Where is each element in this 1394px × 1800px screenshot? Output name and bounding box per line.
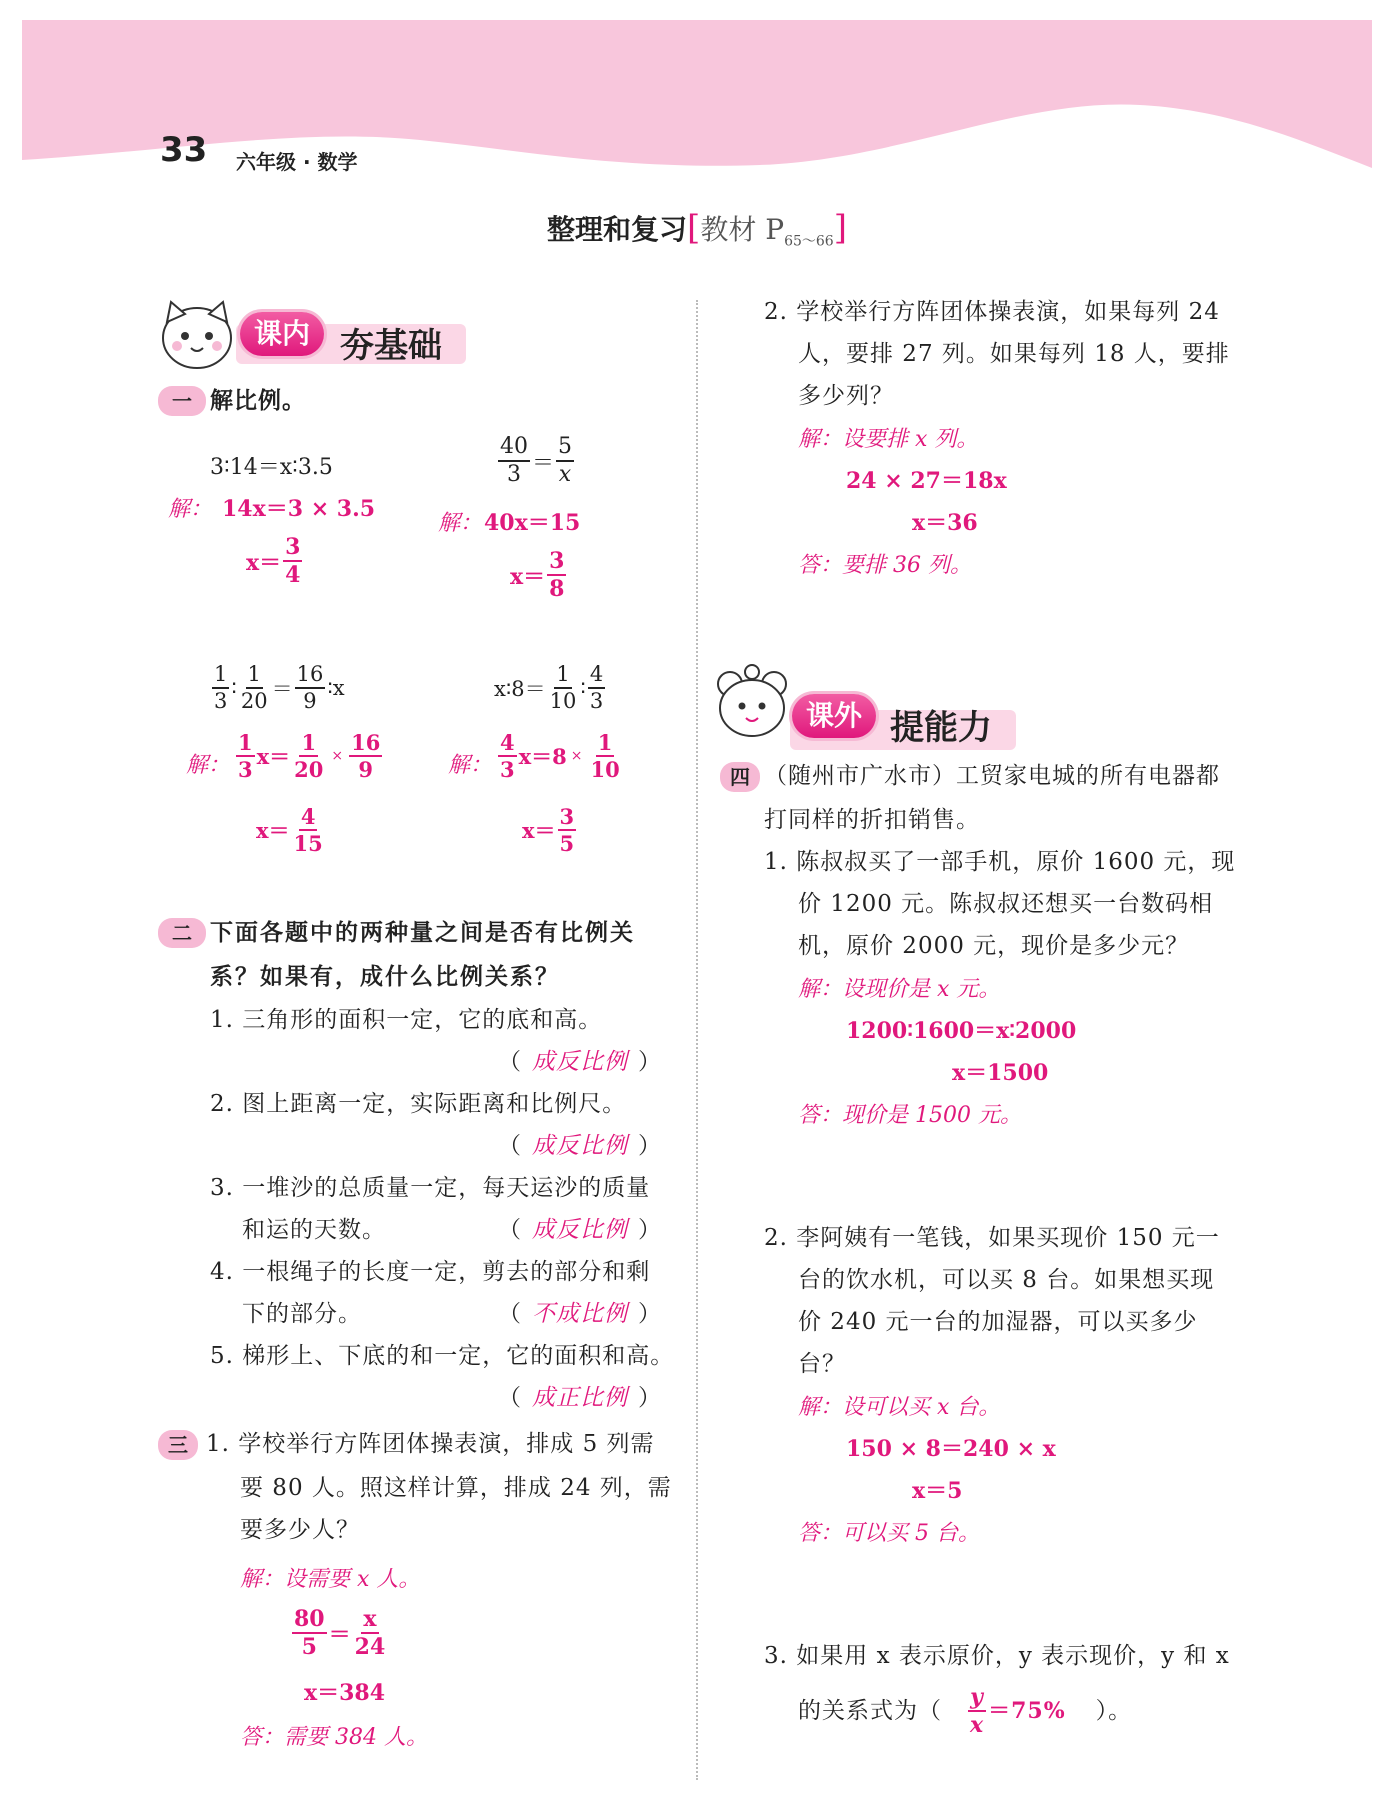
p2-answer-3: 成反比例 <box>532 1217 628 1243</box>
ratio-colon: ∶ <box>580 676 586 700</box>
fraction-numerator: 1 <box>597 730 613 755</box>
p2-answer-4: 不成比例 <box>532 1301 628 1327</box>
paren-open: （ <box>498 1301 522 1327</box>
p2-item-4-answer-slot <box>498 1294 678 1334</box>
fraction-numerator: 4 <box>588 664 605 689</box>
textbook-pages: 65～66 <box>784 233 834 250</box>
p4q2-line3: 价 240 元一台的加湿器，可以买多少 <box>798 1309 1198 1335</box>
fraction-denominator: 9 <box>303 689 317 713</box>
p3-let: 解：设需要 x 人。 <box>240 1567 421 1592</box>
header-banner <box>0 0 1394 200</box>
answer-xeq: x＝ <box>522 818 556 843</box>
p2-item-4-line2: 下的部分。 <box>242 1301 362 1327</box>
p2-item-3-answer-slot <box>498 1210 678 1250</box>
fraction-numerator: 3 <box>559 804 575 829</box>
paren-close: ） <box>638 1301 662 1327</box>
answer-tail: ＝75% <box>988 1698 1066 1724</box>
p4q3-line2 <box>798 1686 1132 1736</box>
p2-answer-2: 成反比例 <box>532 1133 628 1159</box>
fraction-denominator: 5 <box>301 1634 317 1660</box>
fraction-denominator: 10 <box>590 757 620 782</box>
p2-item-1-answer-slot <box>498 1042 678 1082</box>
p2-item-2: 2. 图上距离一定，实际距离和比例尺。 <box>210 1091 627 1117</box>
p4q3-post: ）。 <box>1095 1698 1133 1724</box>
rq2-line3: 多少列？ <box>798 383 894 409</box>
equation-2 <box>496 436 576 486</box>
equation-3-jie: 解： <box>186 753 231 778</box>
p4q1-line1: 1. 陈叔叔买了一部手机，原价 1600 元，现 <box>764 849 1236 875</box>
fraction-denominator: 3 <box>214 689 228 713</box>
p4q3-answer <box>966 1686 1066 1736</box>
equation-4-answer <box>522 806 578 854</box>
fraction-numerator: 3 <box>549 548 565 574</box>
fraction-denominator: 24 <box>354 1634 386 1660</box>
fraction-denominator: 9 <box>358 757 374 782</box>
p4q3-line1: 3. 如果用 x 表示原价，y 表示现价，y 和 x <box>764 1643 1230 1669</box>
fraction-denominator: 3 <box>500 757 515 782</box>
answer-xeq: x＝ <box>256 818 290 843</box>
p4q2-line2: 台的饮水机，可以买 8 台。如果想买现 <box>798 1267 1215 1293</box>
rq2-let: 解：设要排 x 列。 <box>798 427 979 452</box>
p4q2-result: x＝5 <box>912 1478 963 1504</box>
p2-item-3: 3. 一堆沙的总质量一定，每天运沙的质量 <box>210 1175 651 1201</box>
fraction-denominator: 4 <box>285 562 301 588</box>
page-title <box>0 208 1394 251</box>
rq2-answer: 答：要排 36 列。 <box>798 553 972 578</box>
fraction-numerator: 1 <box>212 664 229 689</box>
p4q2-let: 解：设可以买 x 台。 <box>798 1395 1001 1420</box>
paren-open: （ <box>498 1133 522 1159</box>
p2-item-3-line2: 和运的天数。 <box>242 1217 386 1243</box>
fraction-numerator: 1 <box>246 664 263 689</box>
equation-3-answer <box>256 806 327 854</box>
p3-equation <box>290 1608 389 1658</box>
p2-item-2-answer-slot <box>498 1126 678 1166</box>
paren-open: （ <box>498 1049 522 1075</box>
fraction-numerator: 80 <box>294 1606 325 1632</box>
times-sign: × <box>570 748 583 764</box>
problem-label-4: 四 <box>720 762 760 792</box>
equation-1: 3∶14＝x∶3.5 <box>210 455 333 480</box>
p4q1-line3: 机，原价 2000 元，现价是多少元？ <box>798 933 1190 959</box>
p4q1-let: 解：设现价是 x 元。 <box>798 977 1001 1002</box>
p2-answer-1: 成反比例 <box>532 1049 628 1075</box>
fraction-denominator: 3 <box>238 757 253 782</box>
p3-line2: 要 80 人。照这样计算，排成 24 列，需 <box>240 1475 672 1501</box>
section-title-basics: 夯基础 <box>340 326 442 366</box>
p4q2-answer: 答：可以买 5 台。 <box>798 1521 980 1546</box>
paren-close: ） <box>638 1133 662 1159</box>
equals-sign: ＝ <box>328 1621 351 1648</box>
equation-4 <box>494 664 607 712</box>
rq2-equation: 24 × 27＝18x <box>846 468 1007 494</box>
equation-2-step: 40x＝15 <box>484 510 581 536</box>
fraction-numerator: x <box>363 1606 377 1632</box>
textbook-ref: 教材 P <box>700 213 785 246</box>
p3-line1: 1. 学校举行方阵团体操表演，排成 5 列需 <box>206 1431 655 1457</box>
fraction-numerator: 16 <box>351 730 381 755</box>
paren-open: （ <box>498 1385 522 1411</box>
answer-xeq: x＝ <box>510 563 546 590</box>
equation-1-answer <box>246 536 304 586</box>
paren-close: ） <box>638 1385 662 1411</box>
fraction-numerator: 5 <box>556 436 574 462</box>
p2-item-5: 5. 梯形上、下底的和一定，它的面积和高。 <box>210 1343 675 1369</box>
equation-2-jie: 解： <box>438 511 483 536</box>
fraction-numerator: 16 <box>295 664 326 689</box>
rq2-line2: 人，要排 27 列。如果每列 18 人，要排 <box>798 341 1230 367</box>
p3-line3: 要多少人？ <box>240 1517 360 1543</box>
fraction-numerator: 4 <box>500 730 515 755</box>
equation-1-step: 14x＝3 × 3.5 <box>222 496 376 522</box>
times-sign: × <box>331 748 344 764</box>
fraction-denominator: 10 <box>549 689 577 713</box>
paren-open: （ <box>498 1217 522 1243</box>
problem-2-prompt-line1: 下面各题中的两种量之间是否有比例关 <box>210 920 635 946</box>
problem-1-prompt: 解比例。 <box>210 388 306 414</box>
bear-mascot-icon <box>712 664 796 744</box>
section-badge-out-of-class: 课外 <box>792 694 876 738</box>
problem-2-prompt-line2: 系？如果有，成什么比例关系？ <box>210 964 560 990</box>
rq2-result: x＝36 <box>912 510 978 536</box>
equation-4-jie: 解： <box>448 753 493 778</box>
p4q2-line1: 2. 李阿姨有一笔钱，如果买现价 150 元一 <box>764 1225 1220 1251</box>
equation-head: x∶8＝ <box>494 677 546 701</box>
equation-1-jie: 解： <box>168 497 213 522</box>
problem-label-1: 一 <box>158 386 206 416</box>
fraction-denominator: x <box>558 462 572 487</box>
p4q1-result: x＝1500 <box>952 1060 1049 1086</box>
bracket-open-icon: [ <box>687 208 701 248</box>
problem-label-3: 三 <box>158 1430 198 1460</box>
fraction-numerator: 3 <box>285 534 301 560</box>
fraction-denominator: x <box>970 1712 985 1738</box>
p3-result: x＝384 <box>304 1680 386 1706</box>
fraction-denominator: 3 <box>507 462 521 487</box>
p4q1-equation: 1200∶1600＝x∶2000 <box>846 1018 1077 1044</box>
fraction-denominator: 8 <box>549 576 565 602</box>
fraction-numerator: y <box>970 1684 984 1710</box>
fraction-numerator: 4 <box>300 804 316 829</box>
ratio-colon: ∶ <box>231 676 237 700</box>
p4q1-line2: 价 1200 元。陈叔叔还想买一台数码相 <box>798 891 1214 917</box>
p2-item-1: 1. 三角形的面积一定，它的底和高。 <box>210 1007 603 1033</box>
rq2-line1: 2. 学校举行方阵团体操表演，如果每列 24 <box>764 299 1220 325</box>
cat-mascot-icon <box>155 296 241 374</box>
fraction-numerator: 40 <box>498 436 530 462</box>
paren-close: ） <box>638 1049 662 1075</box>
equals-sign: ＝ <box>532 450 555 476</box>
p2-item-5-answer-slot <box>498 1378 678 1418</box>
p4q3-pre: 的关系式为（ <box>798 1698 942 1724</box>
fraction-numerator: 1 <box>301 730 317 755</box>
equation-3-step <box>234 732 384 780</box>
paren-close: ） <box>638 1217 662 1243</box>
fraction-denominator: 3 <box>589 689 604 713</box>
p4-intro-line2: 打同样的折扣销售。 <box>764 807 980 833</box>
step-mid: x＝ <box>256 744 291 769</box>
bracket-close-icon: ] <box>833 208 847 248</box>
section-badge-in-class: 课内 <box>240 312 324 356</box>
step-mid: x＝8 <box>518 744 567 769</box>
column-divider <box>696 300 698 1780</box>
equals-sign: ＝ <box>271 677 293 701</box>
subject-label: 六年级 · 数学 <box>236 150 358 174</box>
answer-xeq: x＝ <box>246 549 282 576</box>
fraction-numerator: 1 <box>238 730 253 755</box>
p4q2-line4: 台？ <box>798 1351 846 1377</box>
equation-tail: ∶x <box>327 676 345 700</box>
p2-answer-5: 成正比例 <box>532 1385 628 1411</box>
title-main: 整理和复习 <box>547 213 688 246</box>
p2-item-4: 4. 一根绳子的长度一定，剪去的部分和剩 <box>210 1259 651 1285</box>
p3-answer: 答：需要 384 人。 <box>240 1725 428 1750</box>
fraction-denominator: 5 <box>559 831 575 856</box>
equation-4-step <box>496 732 624 780</box>
p4q2-equation: 150 × 8＝240 × x <box>846 1436 1056 1462</box>
equation-3 <box>210 664 345 712</box>
equation-2-answer <box>510 550 568 600</box>
p4-intro-line1: （随州市广水市）工贸家电城的所有电器都 <box>764 763 1220 789</box>
section-title-abilities: 提能力 <box>890 708 992 748</box>
fraction-denominator: 15 <box>293 831 323 856</box>
problem-label-2: 二 <box>158 918 206 948</box>
p4q1-answer: 答：现价是 1500 元。 <box>798 1103 1022 1128</box>
fraction-denominator: 20 <box>240 689 268 713</box>
fraction-numerator: 1 <box>554 664 571 689</box>
page-number: 33 <box>160 130 208 170</box>
fraction-denominator: 20 <box>294 757 324 782</box>
